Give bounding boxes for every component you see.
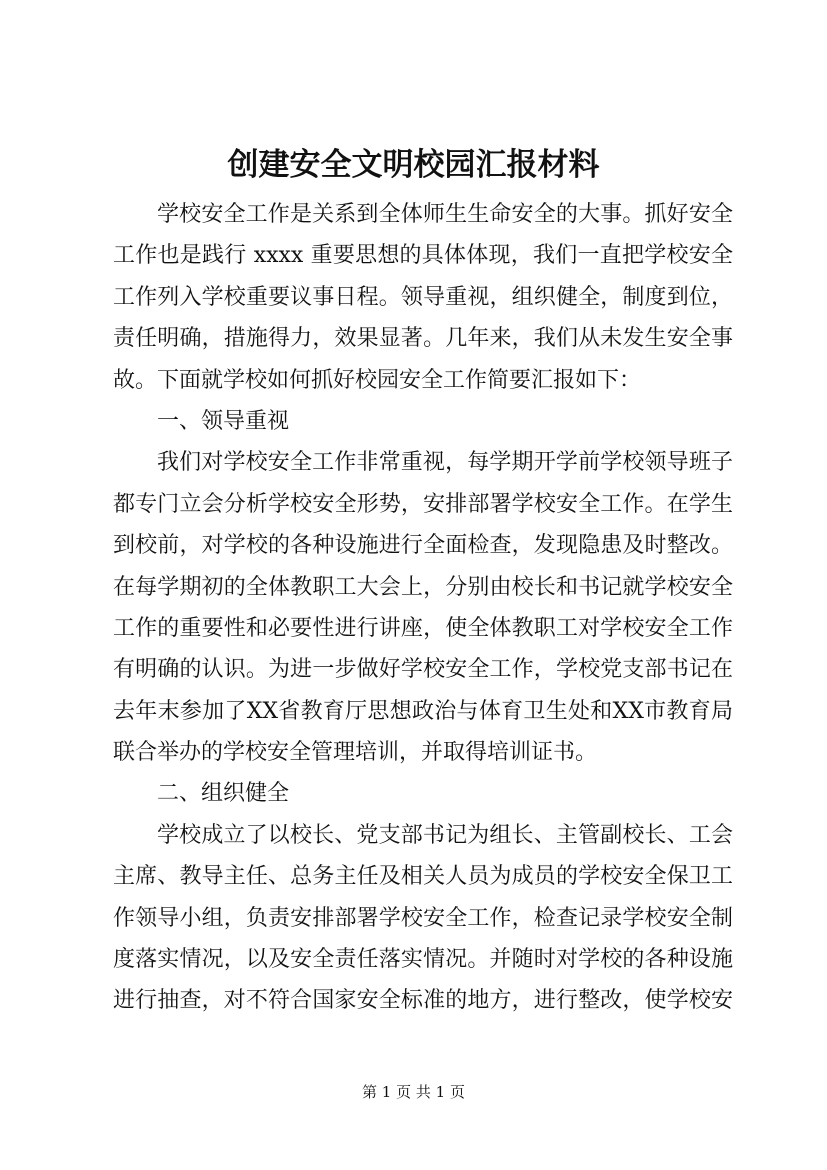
body-line: 学校成立了以校长、党支部书记为组长、主管副校长、工会 bbox=[157, 822, 733, 848]
body-line: 到校前，对学校的各种设施进行全面检查，发现隐患及时整改。 bbox=[113, 533, 733, 559]
body-line: 工作也是践行 xxxx 重要思想的具体体现，我们一直把学校安全 bbox=[113, 243, 733, 269]
body-line: 都专门立会分析学校安全形势，安排部署学校安全工作。在学生 bbox=[113, 491, 733, 517]
page-footer: 第 1 页 共 1 页 bbox=[362, 1083, 465, 1101]
body-line: 学校安全工作是关系到全体师生生命安全的大事。抓好安全 bbox=[157, 202, 733, 227]
body-line: 进行抽查，对不符合国家安全标准的地方，进行整改，使学校安 bbox=[113, 988, 733, 1014]
section-heading-1: 一、领导重视 bbox=[157, 408, 290, 434]
body-line: 主席、教导主任、总务主任及相关人员为成员的学校安全保卫工 bbox=[113, 864, 733, 890]
body-line: 作领导小组，负责安排部署学校安全工作，检查记录学校安全制 bbox=[113, 905, 733, 931]
body-line: 度落实情况，以及安全责任落实情况。并随时对学校的各种设施 bbox=[113, 947, 733, 973]
section-heading-2: 二、组织健全 bbox=[157, 781, 290, 807]
body-line: 我们对学校安全工作非常重视，每学期开学前学校领导班子 bbox=[157, 450, 733, 476]
document-body bbox=[113, 194, 733, 1022]
body-line: 去年末参加了XX省教育厅思想政治与体育卫生处和XX市教育局 bbox=[113, 698, 733, 724]
body-line: 有明确的认识。为进一步做好学校安全工作，学校党支部书记在 bbox=[113, 657, 733, 683]
body-line: 联合举办的学校安全管理培训，并取得培训证书。 bbox=[113, 740, 598, 766]
document-title: 创建安全文明校园汇报材料 bbox=[227, 147, 600, 183]
body-line: 在每学期初的全体教职工大会上，分别由校长和书记就学校安全 bbox=[113, 574, 733, 600]
body-line: 工作列入学校重要议事日程。领导重视，组织健全，制度到位， bbox=[113, 284, 733, 310]
body-line: 工作的重要性和必要性进行讲座，使全体教职工对学校安全工作 bbox=[113, 615, 733, 641]
body-line: 故。下面就学校如何抓好校园安全工作简要汇报如下： bbox=[113, 367, 642, 393]
body-line: 责任明确，措施得力，效果显著。几年来，我们从未发生安全事 bbox=[113, 326, 733, 352]
